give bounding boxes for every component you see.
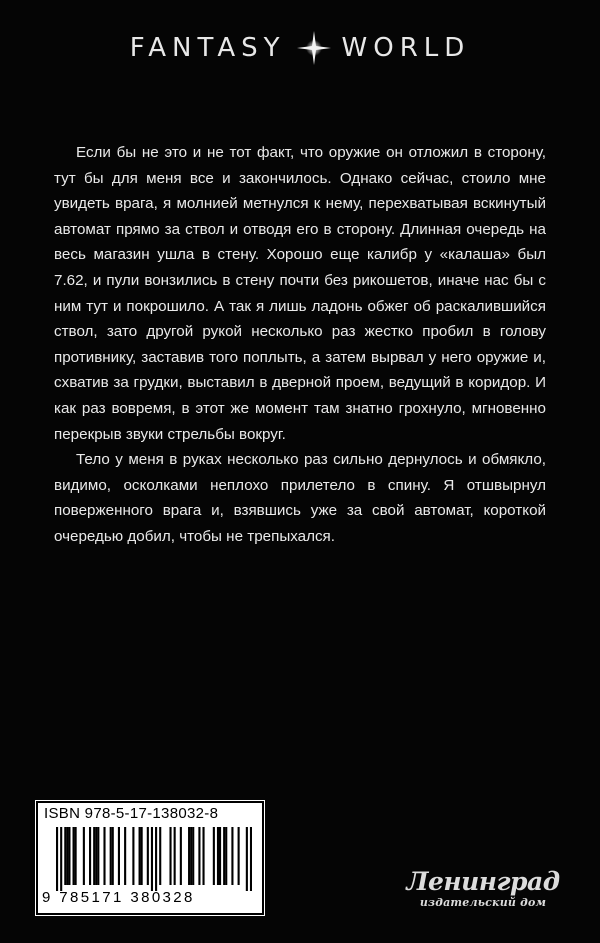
barcode-bar — [223, 827, 225, 885]
barcode-bar — [151, 827, 153, 891]
barcode-digits: 9 785171 380328 — [42, 889, 195, 906]
series-title-right: WORLD — [341, 33, 471, 63]
barcode-bar — [110, 827, 112, 885]
barcode-bar — [198, 827, 200, 885]
barcode-bar — [139, 827, 141, 885]
series-title-left: FANTASY — [129, 33, 286, 63]
barcode-bar — [89, 827, 91, 885]
barcode-bar — [97, 827, 99, 885]
barcode-bar — [159, 827, 161, 885]
barcode-bar — [132, 827, 134, 885]
barcode-bar — [93, 827, 95, 885]
blurb-paragraph: Тело у меня в руках несколько раз сильно дернулось и обмякло, видимо, осколками неплохо прилетело в спину. Я отшвырнул поверженного врага и, взявшись уже за свой автомат, короткой очередью добил, чтобы не трепыхался. — [54, 451, 546, 545]
barcode-bar — [174, 827, 176, 885]
barcode-bar — [250, 827, 252, 891]
barcode-bar — [95, 827, 97, 885]
barcode-bar — [155, 827, 157, 891]
barcode-bar — [124, 827, 126, 885]
isbn-label: ISBN 978-5-17-138032-8 — [44, 805, 219, 822]
barcode-bar — [56, 827, 58, 891]
barcode-bar — [68, 827, 70, 885]
barcode-bar — [225, 827, 227, 885]
barcode-bar — [188, 827, 190, 885]
barcode-bar — [83, 827, 85, 885]
barcode-bar — [60, 827, 62, 891]
barcode-bar — [180, 827, 182, 885]
barcode-bar — [66, 827, 68, 885]
publisher-logo — [393, 868, 573, 909]
barcode-bar — [73, 827, 75, 885]
four-point-star-icon — [296, 30, 332, 66]
blurb-text — [54, 140, 546, 550]
publisher-subtitle: издательский дом — [419, 896, 547, 909]
publisher-name: Ленинград — [406, 867, 560, 896]
barcode-bar — [213, 827, 215, 885]
blurb-paragraph: Если бы не это и не тот факт, что оружие он отложил в сторону, тут бы для меня все и закончилось. Однако сейчас, стоило мне увидеть врага, я молнией метнулся к нему, перехватывая вскинутый автомат прямо за ствол и отводя его в сторону. Длинная очередь на весь магазин ушла в стену. Хорошо еще калибр у «калаша» был 7.62, и пули вонзились в стену почти без рикошетов, иначе нас бы с ним тут и покрошило. А так я лишь ладонь обжег об раскалившийся ствол, зато другой рукой несколько раз жестко пробил в голову противнику, заставив того поплыть, а затем вырвал у него оружие и, схватив за грудки, выставил в дверной проем, ведущий в коридор. И как раз вовремя, в этот же момент там знатно грохнуло, мгновенно перекрыв звуки стрельбы вокруг. — [54, 144, 546, 443]
barcode-bars — [56, 827, 252, 891]
barcode-bar — [169, 827, 171, 885]
barcode-bar — [141, 827, 143, 885]
barcode-bar — [190, 827, 192, 885]
barcode-bar — [231, 827, 233, 885]
barcode-bar — [118, 827, 120, 885]
barcode-bar — [238, 827, 240, 885]
barcode-bar — [217, 827, 219, 885]
barcode-bar — [75, 827, 77, 885]
barcode-bar — [202, 827, 204, 885]
barcode-bar — [147, 827, 149, 885]
series-header — [0, 30, 600, 66]
barcode-bar — [246, 827, 248, 891]
barcode-bar — [112, 827, 114, 885]
barcode-bar — [219, 827, 221, 885]
barcode-bar — [192, 827, 194, 885]
barcode-bar — [103, 827, 105, 885]
barcode-bar — [64, 827, 66, 885]
isbn-barcode — [36, 801, 264, 915]
